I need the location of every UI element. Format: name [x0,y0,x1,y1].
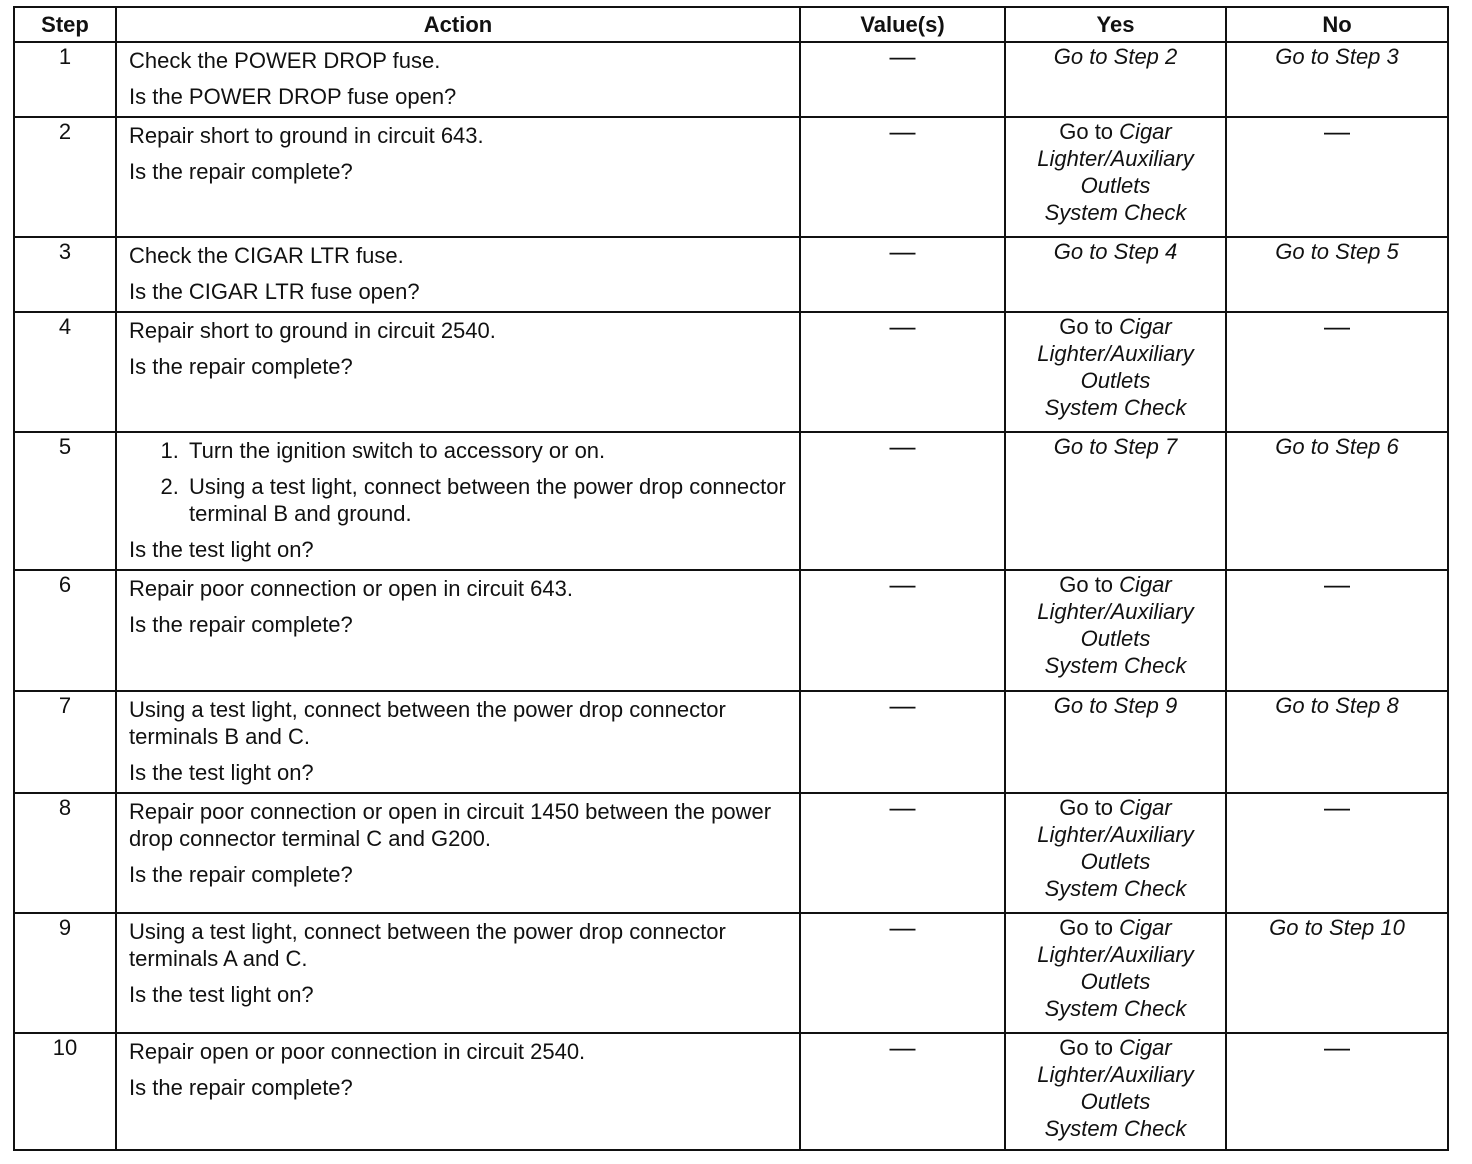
goto-line [1006,1034,1225,1061]
action-cell [116,432,800,570]
value-cell: — [800,312,1005,432]
goto-target: Lighter/Auxiliary [1037,341,1194,366]
step-number: 5 [14,432,116,570]
yes-cell [1005,570,1226,691]
action-question: Is the repair complete? [129,1075,353,1100]
action-text: Repair poor connection or open in circuit 643. [129,576,573,601]
yes-cell [1005,312,1226,432]
goto-target: Lighter/Auxiliary [1037,822,1194,847]
no-cell: Go to Step 3 [1226,42,1448,117]
yes-cell [1005,913,1226,1033]
table-row [14,432,1448,570]
goto-prefix: Go to [1059,795,1114,820]
action-cell [116,312,800,432]
value-cell: — [800,42,1005,117]
header-yes: Yes [1005,7,1226,42]
action-text: Using a test light, connect between the power drop connector terminals B and C. [129,697,726,749]
goto-line [1006,313,1225,340]
table-row [14,42,1448,117]
goto-target: Outlets [1080,849,1151,874]
value-cell: — [800,570,1005,691]
header-row [14,7,1448,42]
action-question: Is the POWER DROP fuse open? [129,84,457,109]
action-question: Is the test light on? [129,537,314,562]
table-row [14,913,1448,1033]
step-number: 6 [14,570,116,691]
yes-cell: Go to Step 2 [1005,42,1226,117]
yes-cell [1005,1033,1226,1150]
action-cell [116,1033,800,1150]
goto-line [1006,914,1225,941]
value-cell: — [800,793,1005,913]
action-question: Is the CIGAR LTR fuse open? [129,279,420,304]
step-number: 1 [14,42,116,117]
goto-target: Lighter/Auxiliary [1037,146,1194,171]
goto-target: Lighter/Auxiliary [1037,942,1194,967]
goto-target: Outlets [1080,368,1151,393]
no-cell: — [1226,312,1448,432]
goto-target: Cigar [1119,795,1172,820]
table-row [14,117,1448,237]
action-cell [116,691,800,793]
step-number: 7 [14,691,116,793]
goto-target: System Check [1044,996,1187,1021]
header-values: Value(s) [800,7,1005,42]
table-row [14,237,1448,312]
step-number: 4 [14,312,116,432]
step-number: 10 [14,1033,116,1150]
goto-target: Cigar [1119,915,1172,940]
action-cell [116,793,800,913]
yes-cell: Go to Step 9 [1005,691,1226,793]
list-item: 2. Using a test light, connect between the power drop connector terminal B and ground. [185,473,789,527]
action-question: Is the repair complete? [129,862,353,887]
table-row [14,691,1448,793]
goto-target: Cigar [1119,1035,1172,1060]
goto-target: System Check [1044,200,1187,225]
value-cell: — [800,1033,1005,1150]
table-row [14,570,1448,691]
value-cell: — [800,117,1005,237]
action-text: Check the POWER DROP fuse. [129,48,441,73]
table-row [14,312,1448,432]
step-number: 2 [14,117,116,237]
no-cell: Go to Step 8 [1226,691,1448,793]
action-cell [116,42,800,117]
goto-prefix: Go to [1059,572,1114,597]
goto-target: System Check [1044,653,1187,678]
yes-cell [1005,117,1226,237]
goto-target: Outlets [1080,173,1151,198]
diagnostic-table [13,6,1449,1151]
no-cell: Go to Step 6 [1226,432,1448,570]
goto-target: Outlets [1080,626,1151,651]
goto-target: System Check [1044,1116,1187,1141]
goto-target: Cigar [1119,314,1172,339]
goto-line [1006,571,1225,598]
action-text: Repair short to ground in circuit 2540. [129,318,496,343]
goto-target: Cigar [1119,572,1172,597]
value-cell: — [800,691,1005,793]
action-text: Check the CIGAR LTR fuse. [129,243,404,268]
action-text: Using a test light, connect between the power drop connector terminals A and C. [129,919,726,971]
step-number: 8 [14,793,116,913]
action-text: Repair short to ground in circuit 643. [129,123,484,148]
no-cell: Go to Step 5 [1226,237,1448,312]
no-cell: — [1226,117,1448,237]
no-cell: — [1226,570,1448,691]
header-action: Action [116,7,800,42]
step-number: 9 [14,913,116,1033]
value-cell: — [800,237,1005,312]
no-cell: Go to Step 10 [1226,913,1448,1033]
action-cell [116,117,800,237]
yes-cell: Go to Step 4 [1005,237,1226,312]
header-no: No [1226,7,1448,42]
action-cell [116,913,800,1033]
action-question: Is the repair complete? [129,612,353,637]
goto-prefix: Go to [1059,1035,1114,1060]
no-cell: — [1226,793,1448,913]
goto-line [1006,794,1225,821]
action-question: Is the repair complete? [129,354,353,379]
table-row [14,1033,1448,1150]
yes-cell: Go to Step 7 [1005,432,1226,570]
goto-target: Outlets [1080,1089,1151,1114]
table-row [14,793,1448,913]
action-cell [116,237,800,312]
no-cell: — [1226,1033,1448,1150]
goto-target: System Check [1044,395,1187,420]
goto-target: Cigar [1119,119,1172,144]
goto-target: Lighter/Auxiliary [1037,599,1194,624]
action-question: Is the test light on? [129,760,314,785]
goto-prefix: Go to [1059,119,1114,144]
action-text: Repair poor connection or open in circuit 1450 between the power drop connector terminal C and G200. [129,799,772,851]
action-question: Is the test light on? [129,982,314,1007]
goto-prefix: Go to [1059,314,1114,339]
header-step: Step [14,7,116,42]
action-cell [116,570,800,691]
goto-line [1006,118,1225,145]
goto-target: System Check [1044,876,1187,901]
action-steps-list [129,437,789,527]
list-item: 1. Turn the ignition switch to accessory or on. [185,437,789,464]
action-text: Repair open or poor connection in circuit 2540. [129,1039,586,1064]
step-number: 3 [14,237,116,312]
goto-target: Outlets [1080,969,1151,994]
value-cell: — [800,913,1005,1033]
goto-target: Lighter/Auxiliary [1037,1062,1194,1087]
goto-prefix: Go to [1059,915,1114,940]
action-question: Is the repair complete? [129,159,353,184]
yes-cell [1005,793,1226,913]
value-cell: — [800,432,1005,570]
